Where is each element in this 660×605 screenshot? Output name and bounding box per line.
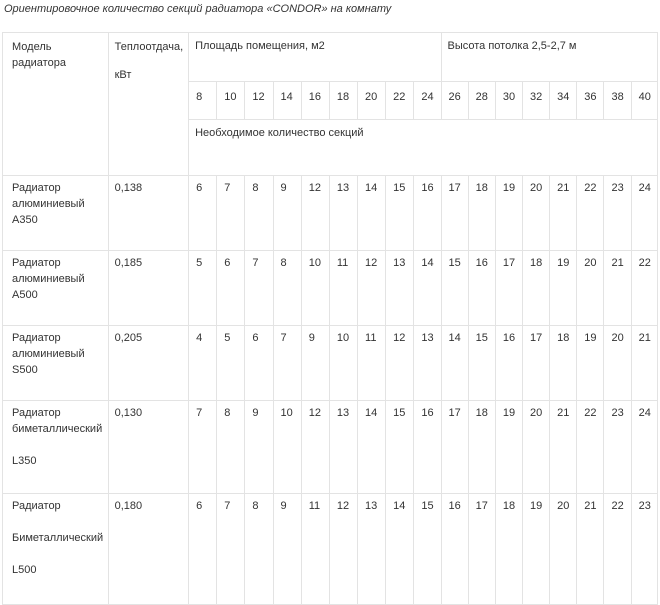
section-count-cell: 15 [468, 326, 495, 401]
area-value-cell: 34 [550, 82, 577, 120]
section-count-cell: 19 [550, 251, 577, 326]
section-count-cell: 7 [189, 401, 217, 494]
section-count-cell: 24 [631, 401, 657, 494]
model-name-line: Радиатор [12, 257, 61, 269]
section-count-cell: 21 [550, 401, 577, 494]
section-count-cell: 10 [273, 401, 301, 494]
model-name-line: Биметаллический [12, 532, 104, 544]
table-caption: Ориентировочное количество секций радиатора «CONDOR» на комнату [4, 3, 392, 15]
area-value-cell: 20 [358, 82, 386, 120]
section-count-cell: 20 [522, 401, 549, 494]
section-count-cell: 7 [217, 176, 245, 251]
section-count-cell: 18 [522, 251, 549, 326]
area-value-cell: 40 [631, 82, 657, 120]
section-count-cell: 17 [441, 401, 468, 494]
area-value-cell: 26 [441, 82, 468, 120]
area-value-cell: 8 [189, 82, 217, 120]
table-row [3, 401, 658, 494]
model-name-line: А500 [12, 289, 38, 301]
section-count-cell: 21 [550, 176, 577, 251]
section-count-cell: 22 [577, 401, 604, 494]
area-value-cell: 18 [329, 82, 357, 120]
section-count-cell: 17 [468, 494, 495, 605]
section-count-cell: 4 [189, 326, 217, 401]
area-value-cell: 14 [273, 82, 301, 120]
model-name-cell [3, 494, 109, 605]
ceiling-height-header: Высота потолка 2,5-2,7 м [441, 33, 657, 82]
section-count-cell: 8 [217, 401, 245, 494]
section-count-cell: 13 [329, 401, 357, 494]
section-count-cell: 17 [522, 326, 549, 401]
model-name-line: L500 [12, 564, 37, 576]
section-count-cell: 20 [550, 494, 577, 605]
model-name-cell [3, 251, 109, 326]
model-name-line: S500 [12, 364, 38, 376]
area-value-cell: 36 [577, 82, 604, 120]
section-count-cell: 16 [414, 401, 441, 494]
section-count-cell: 13 [414, 326, 441, 401]
section-count-cell: 15 [414, 494, 441, 605]
section-count-cell: 21 [577, 494, 604, 605]
section-count-cell: 19 [577, 326, 604, 401]
model-name-line [12, 546, 108, 562]
model-name-cell [3, 401, 109, 494]
area-value-cell: 38 [604, 82, 631, 120]
section-count-cell: 8 [245, 176, 273, 251]
model-name-line: алюминиевый [12, 273, 85, 285]
section-count-cell: 19 [495, 176, 522, 251]
area-header: Площадь помещения, м2 [189, 33, 441, 82]
section-count-cell: 20 [577, 251, 604, 326]
section-count-cell: 10 [301, 251, 329, 326]
section-count-cell: 13 [386, 251, 414, 326]
power-cell: 0,205 [108, 326, 188, 401]
area-value-cell: 32 [522, 82, 549, 120]
section-count-cell: 17 [495, 251, 522, 326]
section-count-cell: 12 [386, 326, 414, 401]
area-value-cell: 24 [414, 82, 441, 120]
model-name-line: биметаллический [12, 423, 103, 435]
header-row [3, 33, 658, 82]
power-cell: 0,130 [108, 401, 188, 494]
section-count-cell: 20 [522, 176, 549, 251]
section-count-cell: 9 [301, 326, 329, 401]
area-value-cell: 28 [468, 82, 495, 120]
section-count-cell: 11 [329, 251, 357, 326]
area-value-cell: 22 [386, 82, 414, 120]
model-name-line [12, 437, 108, 453]
section-count-cell: 5 [189, 251, 217, 326]
section-count-cell: 15 [386, 401, 414, 494]
section-count-cell: 21 [604, 251, 631, 326]
section-count-cell: 8 [245, 494, 273, 605]
model-name-line: Радиатор [12, 407, 61, 419]
section-count-cell: 10 [329, 326, 357, 401]
section-count-cell: 8 [273, 251, 301, 326]
section-count-cell: 19 [522, 494, 549, 605]
power-header: Теплоотдача, кВт [108, 33, 188, 176]
area-value-cell: 10 [217, 82, 245, 120]
model-name-line [12, 514, 108, 530]
section-count-cell: 23 [604, 176, 631, 251]
section-count-cell: 23 [631, 494, 657, 605]
section-count-cell: 20 [604, 326, 631, 401]
model-name-line: алюминиевый [12, 198, 85, 210]
section-count-cell: 14 [414, 251, 441, 326]
model-name-line: L350 [12, 455, 37, 467]
section-count-cell: 14 [358, 401, 386, 494]
area-value-cell: 16 [301, 82, 329, 120]
model-name-line: алюминиевый [12, 348, 85, 360]
section-count-cell: 21 [631, 326, 657, 401]
section-count-cell: 15 [441, 251, 468, 326]
section-count-cell: 13 [329, 176, 357, 251]
section-count-cell: 5 [217, 326, 245, 401]
section-count-cell: 22 [604, 494, 631, 605]
section-count-cell: 18 [550, 326, 577, 401]
section-count-cell: 19 [495, 401, 522, 494]
section-count-cell: 12 [329, 494, 357, 605]
section-count-cell: 11 [301, 494, 329, 605]
section-count-cell: 17 [441, 176, 468, 251]
model-header: Модель радиатора [3, 33, 109, 176]
section-count-cell: 9 [273, 494, 301, 605]
section-count-cell: 15 [386, 176, 414, 251]
section-count-cell: 18 [468, 176, 495, 251]
table-row [3, 494, 658, 605]
radiator-sections-table [2, 32, 658, 605]
required-sections-header: Необходимое количество секций [189, 120, 658, 176]
section-count-cell: 16 [495, 326, 522, 401]
section-count-cell: 14 [441, 326, 468, 401]
model-name-cell [3, 176, 109, 251]
section-count-cell: 12 [358, 251, 386, 326]
section-count-cell: 7 [273, 326, 301, 401]
power-cell: 0,185 [108, 251, 188, 326]
section-count-cell: 12 [301, 401, 329, 494]
section-count-cell: 11 [358, 326, 386, 401]
section-count-cell: 23 [604, 401, 631, 494]
section-count-cell: 22 [577, 176, 604, 251]
table-row [3, 176, 658, 251]
section-count-cell: 6 [217, 251, 245, 326]
model-name-line: Радиатор [12, 332, 61, 344]
area-value-cell: 12 [245, 82, 273, 120]
section-count-cell: 6 [245, 326, 273, 401]
model-name-line: Радиатор [12, 500, 61, 512]
section-count-cell: 22 [631, 251, 657, 326]
section-count-cell: 18 [495, 494, 522, 605]
power-cell: 0,180 [108, 494, 188, 605]
section-count-cell: 24 [631, 176, 657, 251]
section-count-cell: 6 [189, 176, 217, 251]
section-count-cell: 12 [301, 176, 329, 251]
section-count-cell: 9 [245, 401, 273, 494]
model-name-cell [3, 326, 109, 401]
section-count-cell: 6 [189, 494, 217, 605]
section-count-cell: 16 [414, 176, 441, 251]
section-count-cell: 7 [217, 494, 245, 605]
table-row [3, 251, 658, 326]
section-count-cell: 18 [468, 401, 495, 494]
section-count-cell: 14 [358, 176, 386, 251]
model-name-line: А350 [12, 214, 38, 226]
section-count-cell: 14 [386, 494, 414, 605]
section-count-cell: 16 [441, 494, 468, 605]
section-count-cell: 9 [273, 176, 301, 251]
table-row [3, 326, 658, 401]
section-count-cell: 16 [468, 251, 495, 326]
area-value-cell: 30 [495, 82, 522, 120]
section-count-cell: 13 [358, 494, 386, 605]
model-name-line: Радиатор [12, 182, 61, 194]
section-count-cell: 7 [245, 251, 273, 326]
power-cell: 0,138 [108, 176, 188, 251]
